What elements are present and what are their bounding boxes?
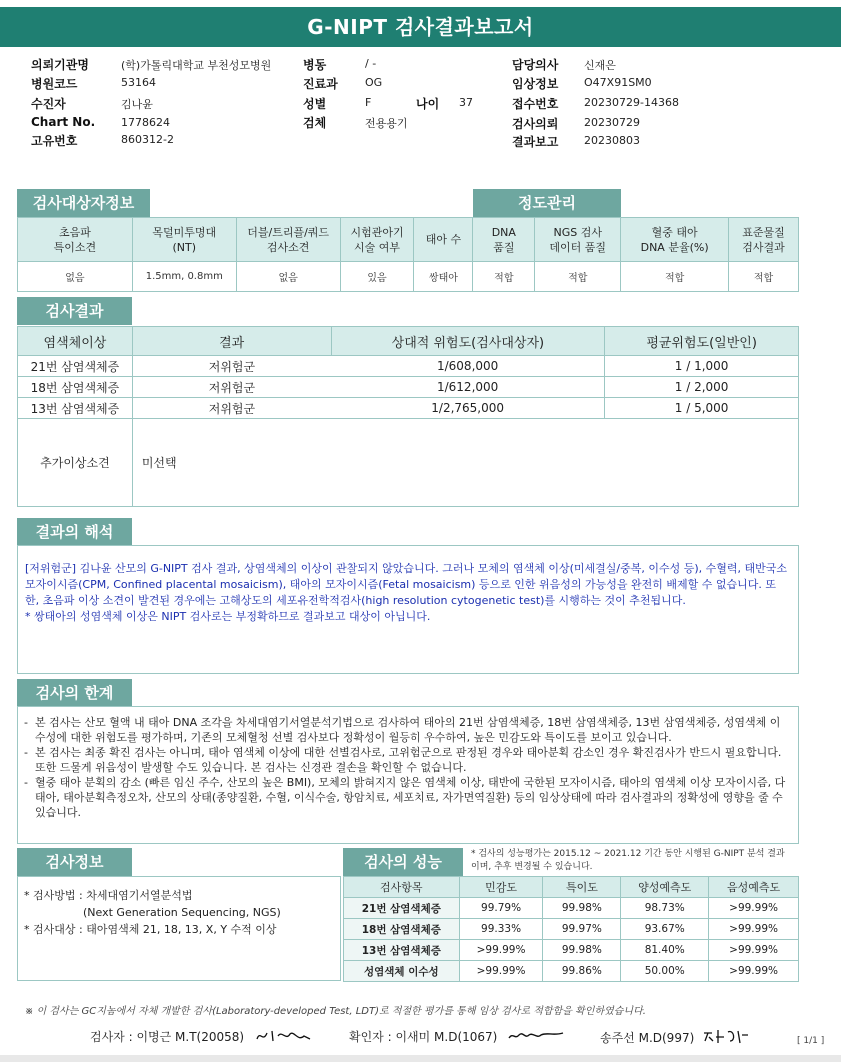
header-label: 수진자 [31,97,66,111]
header-label: 나이 [416,97,440,111]
subject-value: 있음 [340,262,414,292]
performance-note: * 검사의 성능평가는 2015.12 ~ 2021.12 기간 동안 시행된 G-NIPT 분석 결과이며, 추후 변경될 수 있습니다. [471,849,785,872]
third-signature [700,1027,752,1047]
perf-value: 81.40% [621,940,709,961]
header-label: 의뢰기관명 [31,58,89,72]
results-tab: 검사결과 [17,297,132,325]
subject-value: 없음 [18,262,133,292]
tester-line [90,1027,316,1045]
subject-value: 적합 [729,262,799,292]
checker-signature [507,1027,567,1045]
perf-item: 성염색체 이수성 [344,961,460,982]
header-label: 병원코드 [31,77,78,91]
header-label: 결과보고 [512,135,559,149]
bullet: - [24,716,28,729]
perf-value: >99.99% [709,898,799,919]
checker-text: 확인자 : 이새미 M.D(1067) [349,1029,498,1044]
perf-header: 음성예측도 [709,877,799,898]
third-text: 송주선 M.D(997) [600,1030,695,1045]
subject-header: 표준물질 검사결과 [729,218,799,262]
subject-value: 적합 [621,262,729,292]
perf-value: 99.98% [543,898,621,919]
method-line: (Next Generation Sequencing, NGS) [83,906,281,919]
perf-header: 특이도 [543,877,621,898]
perf-value: 50.00% [621,961,709,982]
tester-signature [254,1027,316,1045]
header-info [0,0,841,160]
bullet: - [24,746,28,759]
results-header: 상대적 위험도(검사대상자) [331,327,605,356]
perf-value: 99.79% [459,898,543,919]
method-box [17,876,341,981]
subject-header: 태아 수 [414,218,473,262]
limitations-tab: 검사의 한계 [17,679,132,707]
header-value: OG [365,76,383,89]
header-value: 37 [459,96,473,109]
header-value: O47X91SM0 [584,76,652,89]
header-value: 김나윤 [121,98,153,111]
subject-header: 초음파 특이소견 [18,218,133,262]
interpretation-box [17,545,799,674]
header-value: F [365,96,372,109]
limitation-text: 본 검사는 산모 혈액 내 태아 DNA 조각을 차세대염기서열분석기법으로 검사하여 태아의 21번 삼염색체증, 18번 삼염색체증, 13번 삼염색체증, 성염색체 이수성에 대한 위험도를 평가하며, 기존의 모체혈청 선별 검사보다 정확성이 월등히 우수하여, 높은 민감도와 특이도를 보이고 있습니다. [35,716,781,744]
results-table [17,326,799,507]
header-label: 성별 [303,97,327,111]
limitation-text: 혈중 태아 분획의 감소 (빠른 임신 주수, 산모의 높은 BMI), 모체의 밝혀지지 않은 염색체 이상, 태반에 국한된 모자이시즘, 태아의 염색체 이상 모자이시즘, 다태아, 태아분획측정오차, 산모의 상태(종양질환, 수혈, 이식수술, 항암치료, 세포치료, 자가면역질환) 등의 임상상태에 따라 검사결과의 정확성에 영향을 줄 수 있습니다. [35,776,786,819]
header-label: 임상정보 [512,77,559,91]
extra-findings-value: 미선택 [132,419,798,507]
results-avg: 1 / 1,000 [605,356,799,377]
subject-header: NGS 검사 데이터 품질 [535,218,621,262]
subject-value: 적합 [473,262,535,292]
subject-value: 쌍태아 [414,262,473,292]
header-label: 고유번호 [31,134,78,148]
limitations-box [17,706,799,844]
interpretation-text: [저위험군] 김나윤 산모의 G-NIPT 검사 결과, 상염색체의 이상이 관찰되지 않았습니다. 그러나 모체의 염색체 이상(미세결실/중복, 이수성 등), 수혈력, 태반국소모자이시즘(CPM, Confined placental mosaicism), 태아의 모자이시즘(Fetal mosaicism) 등으로 인한 위음성의 가능성을 완전히 배제할 수 없습니다. 또한, 초음파 이상 소견이 발견된 경우에는 고해상도의 세포유전학적검사(high resolution cytogenetic test)를 시행하는 것이 추천됩니다. [25,562,788,607]
limitation-item [24,715,788,745]
results-result: 저위험군 [132,377,331,398]
results-chromosome: 21번 삼염색체증 [18,356,133,377]
header-value: 20230729-14368 [584,96,679,109]
extra-findings-label: 추가이상소견 [18,419,133,507]
perf-value: 99.86% [543,961,621,982]
perf-value: >99.99% [709,961,799,982]
results-header: 결과 [132,327,331,356]
header-value: (학)가톨릭대학교 부천성모병원 [121,59,272,72]
header-label: 담당의사 [512,58,559,72]
header-value: 20230729 [584,116,640,129]
perf-header: 검사항목 [344,877,460,898]
method-tab: 검사정보 [17,848,132,876]
header-label: 진료과 [303,77,338,91]
interpretation-tab: 결과의 해석 [17,518,132,546]
results-risk: 1/608,000 [331,356,605,377]
header-value: 신재은 [584,59,616,72]
limitation-item [24,745,788,775]
header-value: 1778624 [121,116,170,129]
footer-bar [0,1055,841,1062]
perf-item: 13번 삼염색체증 [344,940,460,961]
report-title: G-NIPT 검사결과보고서 [0,7,841,47]
results-chromosome: 18번 삼염색체증 [18,377,133,398]
qc-tab: 정도관리 [473,189,621,217]
third-line [600,1027,752,1047]
header-value: 전용용기 [365,117,408,130]
header-label: 접수번호 [512,97,559,111]
checker-line [349,1027,567,1045]
page-indicator: [ 1/1 ] [797,1036,825,1046]
tester-text: 검사자 : 이명근 M.T(20058) [90,1029,245,1044]
method-line: * 검사대상 : 태아염색체 21, 18, 13, X, Y 수적 이상 [24,923,277,936]
bullet: - [24,776,28,789]
results-avg: 1 / 2,000 [605,377,799,398]
limitation-text: 본 검사는 최종 확진 검사는 아니며, 태아 염색체 이상에 대한 선별검사로, 고위험군으로 판정된 경우와 태아분획 감소인 경우 확진검사가 반드시 필요합니다. 또한 드물게 위음성이 발생할 수도 있습니다. 본 검사는 신경관 결손을 확인할 수 없습니다. [35,746,782,774]
header-value: 860312-2 [121,133,174,146]
subject-header: 더블/트리플/쿼드 검사소견 [236,218,340,262]
perf-value: 99.33% [459,919,543,940]
perf-value: 99.97% [543,919,621,940]
header-value: / - [365,57,377,70]
disclaimer: ※ 이 검사는 GC지놈에서 자체 개발한 검사(Laboratory-developed Test, LDT)로 적절한 평가를 통해 임상 검사로 적합함을 확인하였습니다. [25,1006,646,1017]
subject-header: 혈중 태아 DNA 분율(%) [621,218,729,262]
interpretation-note: * 쌍태아의 성염색체 이상은 NIPT 검사로는 부정확하므로 결과보고 대상이 아닙니다. [25,610,431,623]
perf-value: >99.99% [709,940,799,961]
header-label: 검체 [303,116,327,130]
method-line: * 검사방법 : 차세대염기서열분석법 [24,889,193,902]
performance-table [343,876,799,982]
subject-value: 적합 [535,262,621,292]
results-avg: 1 / 5,000 [605,398,799,419]
header-value: 20230803 [584,134,640,147]
perf-value: >99.99% [709,919,799,940]
perf-value: >99.99% [459,961,543,982]
perf-item: 18번 삼염색체증 [344,919,460,940]
perf-value: 98.73% [621,898,709,919]
results-result: 저위험군 [132,398,331,419]
perf-header: 민감도 [459,877,543,898]
results-header: 평균위험도(일반인) [605,327,799,356]
header-label: 검사의뢰 [512,117,559,131]
perf-value: 99.98% [543,940,621,961]
subject-header: 목덜미투명대 (NT) [132,218,236,262]
perf-value: 93.67% [621,919,709,940]
performance-tab: 검사의 성능 [343,848,463,876]
header-label: Chart No. [31,115,96,129]
subject-info-table [17,217,799,292]
perf-item: 21번 삼염색체증 [344,898,460,919]
results-chromosome: 13번 삼염색체증 [18,398,133,419]
perf-header: 양성예측도 [621,877,709,898]
perf-value: >99.99% [459,940,543,961]
results-risk: 1/2,765,000 [331,398,605,419]
subject-value: 1.5mm, 0.8mm [132,262,236,292]
subject-header: DNA 품질 [473,218,535,262]
header-label: 병동 [303,58,327,72]
subject-header: 시험관아기 시술 여부 [340,218,414,262]
subject-info-tab: 검사대상자정보 [17,189,150,217]
results-result: 저위험군 [132,356,331,377]
header-value: 53164 [121,76,156,89]
subject-value: 없음 [236,262,340,292]
results-header: 염색체이상 [18,327,133,356]
results-risk: 1/612,000 [331,377,605,398]
limitation-item [24,775,788,820]
